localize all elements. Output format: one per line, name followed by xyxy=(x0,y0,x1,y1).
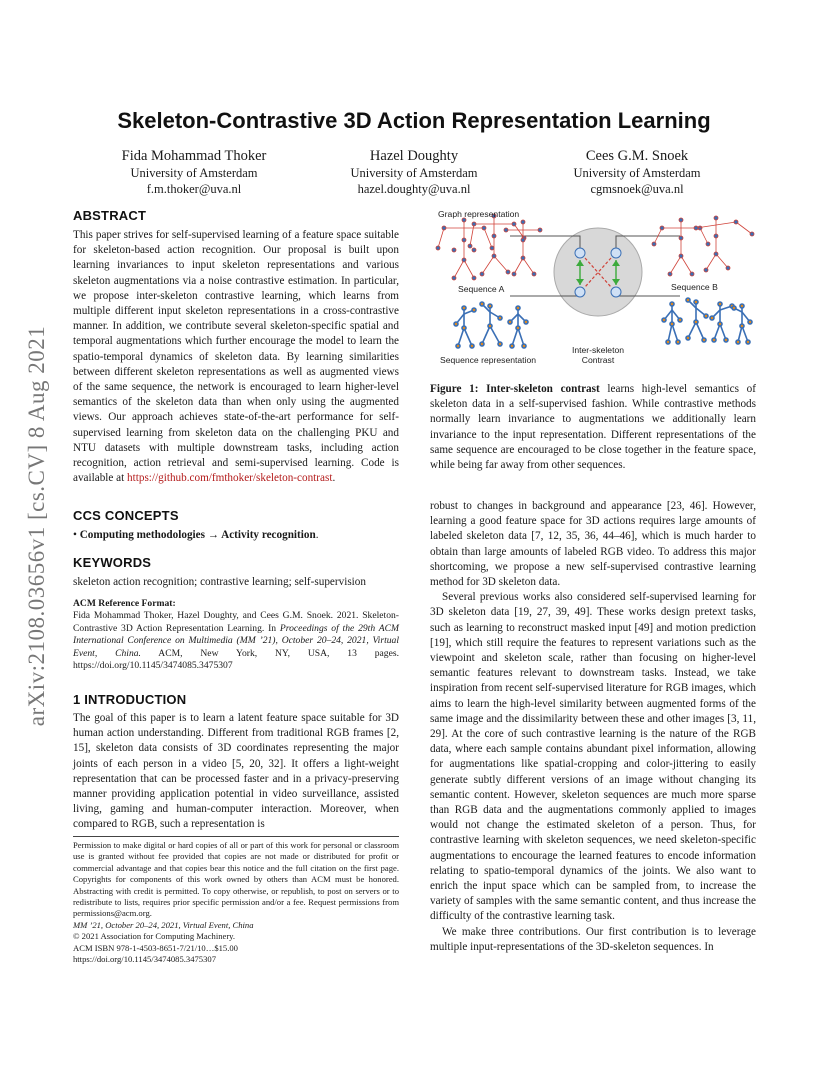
author-block-2 xyxy=(304,148,524,198)
acm-ref-venue: Proceedings of the 29th ACM International Conference on Multimedia (MM ’21), October 20–24, 2021, Virtual Event, China. xyxy=(73,622,399,659)
abstract-body xyxy=(73,228,399,486)
acm-ref-heading: ACM Reference Format: xyxy=(73,598,176,609)
paragraph: We make three contributions. Our first contribution is to leverage multiple input-representations of the 3D-skeleton sequences. In xyxy=(430,925,756,953)
figure-1 xyxy=(430,206,758,370)
ccs-item: Computing methodologies → Activity recognition xyxy=(79,529,316,541)
keywords-heading: KEYWORDS xyxy=(73,555,152,570)
footnote-divider xyxy=(73,836,399,837)
permission-text: Permission to make digital or hard copies of all or part of this work for personal or classroom use is granted without fee provided that copies are not made or distributed for profit or commercial advantage and that copies bear this notice and the full citation on the first page. Copyrights for components of this work owned by others than ACM must be honored. Abstracting with credit is permitted. To copy otherwise, or republish, to post on servers or to redistribute to lists, requires prior specific permission and/or a fee. Request permissions from permissions@acm.org. xyxy=(73,840,399,919)
sequence-skeletons-b xyxy=(662,298,752,344)
copyright-footnote xyxy=(73,840,399,965)
paragraph: robust to changes in background and appearance [23, 46]. However, learning a good feature space for 3D actions requires large amounts of labeled skeleton data [7, 12, 35, 36, 44–46], which is much harder to obtain than large amounts of labeled RGB video. To address this major shortcoming, we propose a new self-supervised contrastive learning method for 3D skeleton data. xyxy=(430,500,756,589)
ccs-heading: CCS CONCEPTS xyxy=(73,508,179,523)
doi-line: https://doi.org/10.1145/3474085.3475307 xyxy=(73,954,216,965)
abstract-text: This paper strives for self-supervised learning of a feature space suitable for skeleton-based action recognition. Our proposal is built upon learning invariances to input skeleton representations and various skeleton augmentations via a noise contrastive estimation. In particular, we propose inter-skeleton contrastive learning, which learns from multiple different input skeleton representations in a cross-contrastive manner. In addition, we contribute several skeleton-specific spatial and temporal augmentations which further encourage the model to learn the spatio-temporal dynamics of skeleton data. By learning similarities between different skeleton representations as well as augmented views of the same sequence, the network is encouraged to learn higher-level semantics of the skeleton data than when only using the augmented views. Our approach achieves state-of-the-art performance for self-supervised learning from skeleton data on the challenging PKU and NTU datasets with multiple downstream tasks, including action recognition, action retrieval and semi-supervised learning. Code is available at xyxy=(73,229,399,485)
code-link[interactable]: https://github.com/fmthoker/skeleton-contrast xyxy=(127,472,333,485)
author-affiliation: University of Amsterdam xyxy=(130,165,258,180)
embedding-node xyxy=(611,248,621,258)
author-block-3 xyxy=(527,148,747,198)
paragraph: Several previous works also considered self-supervised learning for 3D skeleton data [19, 27, 39, 49]. These works design pretext tasks, such as learning to reconstruct masked input [49] and motion prediction [19], which still require the features to represent variations such as the viewpoint and skeleton scale, rather than focusing on higher-level semantic features relevant to downstream tasks. Instead, we take inspiration from recent self-supervised literature for RGB images, which aims to learn the high-level similarity between augmented forms of the same image and the dissimilarity between these and other images [3, 11, 29]. At the core of such contrastive learning is the nature of the RGB data, where each sample contains abundant pixel information, allowing for augmentations like spatial-cropping and color-jittering to easily generate subtly different versions of an image without changing its semantic content. However, skeleton sequences are much more sparse than RGB data and the augmentations commonly applied to images would not change the estimated skeleton of a person. Thus, for contrastive learning with skeleton sequences, we need skeleton-specific augmentations to encourage the learned features to encode information relating to spatio-temporal dynamics of the joints. We also want to enrich the input space which can be sampled from, to increase the variety of samples with the same semantic content, and thus increase the difficulty of the contrastive learning task. xyxy=(430,591,756,923)
author-email[interactable]: cgmsnoek@uva.nl xyxy=(590,182,684,196)
right-column-body xyxy=(430,499,756,955)
embedding-node xyxy=(611,287,621,297)
author-email[interactable]: hazel.doughty@uva.nl xyxy=(357,182,471,196)
keywords-body: skeleton action recognition; contrastive learning; self-supervision xyxy=(73,576,366,588)
author-name: Cees G.M. Snoek xyxy=(585,148,689,164)
sequence-skeletons-a xyxy=(454,302,528,348)
ccs-bullet: • xyxy=(73,529,80,541)
author-affiliation: University of Amsterdam xyxy=(573,165,701,180)
copyright-line: © 2021 Association for Computing Machinery. xyxy=(73,931,236,942)
acm-ref-text: Fida Mohammad Thoker, Hazel Doughty, and Cees G.M. Snoek. 2021. Skeleton-Contrastive 3D Action Representation Learning. In xyxy=(73,610,399,634)
figure-1-caption xyxy=(430,382,756,473)
intro-body: The goal of this paper is to learn a latent feature space suitable for 3D human action understanding. Different from traditional RGB frames [2, 15], skeleton data consists of 3D coordinates representing the major joints of each person in a video [5, 20, 32]. It offers a light-weight representation that can be processed faster and in a privacy-preserving manner providing application potential in video surveillance, assisted living, gaming and human-computer interaction. Moreover, when compared to RGB, such a representation is xyxy=(73,712,399,831)
paper-title: Skeleton-Contrastive 3D Action Representation Learning xyxy=(117,108,711,133)
ccs-body xyxy=(73,528,399,543)
graph-skeletons-a xyxy=(436,214,542,280)
intro-heading: 1 INTRODUCTION xyxy=(73,692,187,707)
caption-title: Figure 1: Inter-skeleton contrast xyxy=(430,383,600,395)
author-affiliation: University of Amsterdam xyxy=(350,165,478,180)
caption-text: learns high-level semantics of skeleton data in a self-supervised fashion. While contrastive methods normally learn invariance to augmentations we additionally learn invariance to the input representation. Different representations of the same sequence are encouraged to be close together in the feature space, while being far away from other sequences. xyxy=(430,383,756,472)
sequence-representation-label: Sequence representation xyxy=(440,355,537,365)
acm-reference xyxy=(73,598,399,672)
sequence-a-label: Sequence A xyxy=(458,284,505,294)
contrast-circle xyxy=(554,228,642,316)
sequence-b-label: Sequence B xyxy=(671,282,718,292)
graph-representation-label: Graph representation xyxy=(438,209,520,219)
author-name: Fida Mohammad Thoker xyxy=(121,148,267,164)
graph-skeletons-b xyxy=(652,216,754,276)
isbn-line: ACM ISBN 978-1-4503-8651-7/21/10…$15.00 xyxy=(73,942,238,953)
venue-line: MM ’21, October 20–24, 2021, Virtual Event, China xyxy=(73,919,254,930)
arxiv-sidebar-id xyxy=(17,286,57,766)
abstract-tail: . xyxy=(332,472,336,485)
embedding-node xyxy=(575,287,585,297)
acm-ref-tail: ACM, New York, NY, USA, 13 pages. https://doi.org/10.1145/3474085.3475307 xyxy=(73,647,399,672)
embedding-node xyxy=(575,248,585,258)
author-name: Hazel Doughty xyxy=(369,148,459,164)
author-block-1 xyxy=(84,148,304,198)
inter-skeleton-contrast-label: Inter-skeleton Contrast xyxy=(571,345,625,365)
arxiv-id-text: arXiv:2108.03656v1 [cs.CV] 8 Aug 2021 xyxy=(24,325,49,727)
author-email[interactable]: f.m.thoker@uva.nl xyxy=(146,182,242,196)
ccs-tail: . xyxy=(315,529,319,541)
abstract-heading: ABSTRACT xyxy=(73,208,147,223)
